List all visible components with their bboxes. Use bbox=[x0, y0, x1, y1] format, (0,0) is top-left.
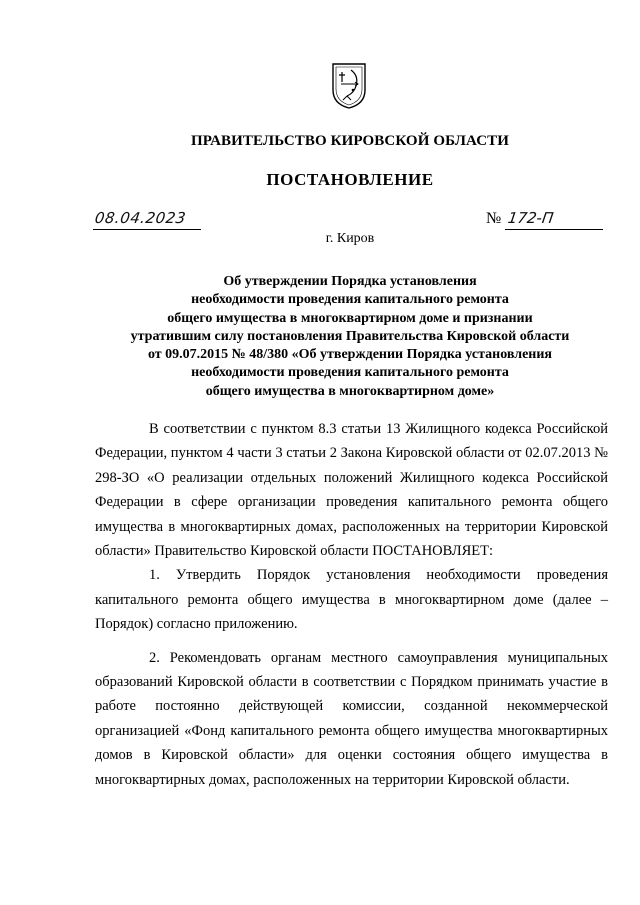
title-line: необходимости проведения капитального ремонта bbox=[191, 365, 509, 381]
document-body bbox=[95, 417, 608, 792]
date-field bbox=[93, 207, 201, 230]
organization-name: ПРАВИТЕЛЬСТВО КИРОВСКОЙ ОБЛАСТИ bbox=[191, 133, 509, 149]
number-field bbox=[505, 207, 603, 230]
title-line: утратившим силу постановления Правительства Кировской области bbox=[130, 328, 570, 344]
number-sign: № bbox=[486, 210, 502, 227]
document-type: ПОСТАНОВЛЕНИЕ bbox=[266, 170, 434, 189]
title-line: от 09.07.2015 № 48/380 «Об утверждении Порядка установления bbox=[147, 347, 552, 363]
title-line: общего имущества в многоквартирном доме» bbox=[205, 383, 495, 399]
document-number: 172-П bbox=[506, 209, 555, 227]
body-paragraph: 2. Рекомендовать органам местного самоуправления муниципальных образований Кировской области в соответствии с Порядком принимать участие в работе постоянно действующей комиссии, созданной некоммерческой организацией «Фонд капитального ремонта общего имущества многоквартирных домов в Кировской области» для оценки состояния общего имущества в многоквартирных домах, расположенных на территории Кировской области. bbox=[95, 649, 608, 788]
document-title bbox=[60, 273, 640, 401]
body-paragraph: В соответствии с пунктом 8.3 статьи 13 Жилищного кодекса Российской Федерации, пунктом 4 части 3 статьи 2 Закона Кировской области от 02.07.2013 № 298-ЗО «О реализации отдельных положений Жилищного кодекса Российской Федерации в сфере организации проведения капитального ремонта общего имущества в многоквартирных домах, расположенных на территории Кировской области» Правительство Кировской области ПОСТАНОВЛЯЕТ: bbox=[95, 421, 608, 560]
coat-of-arms-icon bbox=[329, 60, 369, 110]
title-line: необходимости проведения капитального ремонта bbox=[191, 292, 509, 308]
document-date: 08.04.2023 bbox=[93, 209, 188, 227]
title-line: Об утверждении Порядка установления bbox=[223, 274, 477, 289]
title-line: общего имущества в многоквартирном доме и признании bbox=[167, 310, 533, 326]
city: г. Киров bbox=[325, 231, 375, 246]
body-paragraph: 1. Утвердить Порядок установления необходимости проведения капитального ремонта общего имущества в многоквартирном доме (далее – Порядок) согласно приложению. bbox=[95, 567, 608, 633]
